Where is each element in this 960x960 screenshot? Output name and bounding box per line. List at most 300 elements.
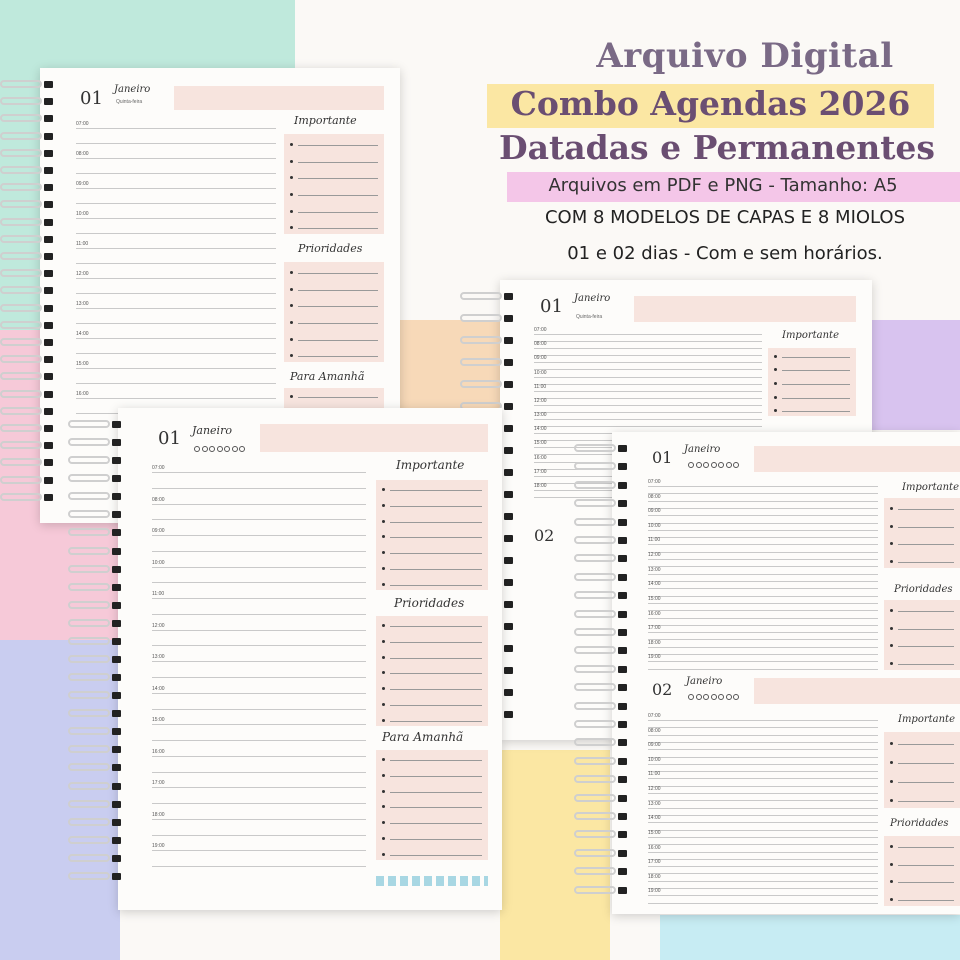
- page-c-importante-box: [376, 480, 488, 590]
- page-d-timeline-writing-line: [648, 523, 878, 524]
- page-b-timeline-hour-label: 17:00: [534, 468, 547, 475]
- page-c-spiral-ring: [68, 601, 110, 609]
- page-c-prioridades-box-bullet: [382, 719, 385, 722]
- page-c-spiral-hole: [112, 855, 121, 862]
- page-a-timeline-hour-label: 08:00: [76, 151, 89, 157]
- page-b-day: 01: [540, 296, 563, 317]
- page-c-timeline-writing-line: [152, 567, 366, 568]
- page-a-spiral-hole: [44, 115, 53, 122]
- page-d-timeline2-writing-line: [648, 793, 878, 794]
- page-a-timeline-writing-line: [76, 128, 276, 129]
- page-c-importante-box-line: [390, 522, 482, 523]
- page-a-timeline-writing-line: [76, 323, 276, 324]
- page-a-spiral-hole: [44, 408, 53, 415]
- page-b-importante-box-line: [782, 384, 850, 385]
- page-c-spiral-hole: [112, 819, 121, 826]
- headline-line4: Arquivos em PDF e PNG - Tamanho: A5: [548, 175, 898, 196]
- page-d-spiral-ring: [574, 738, 616, 746]
- page-a-timeline-writing-line: [76, 263, 276, 264]
- page-b-spiral-hole: [504, 711, 513, 718]
- page-a-prioridades-box: [284, 262, 384, 362]
- page-d-timeline-hour-label: 12:00: [648, 552, 661, 559]
- page-c-spiral-ring: [68, 709, 110, 717]
- page-c-spiral-hole: [112, 656, 121, 663]
- page-d-timeline-hour-label: 09:00: [648, 508, 661, 515]
- headline-line5: COM 8 MODELOS DE CAPAS E 8 MIOLOS: [544, 207, 906, 228]
- bg-sky: [660, 915, 960, 960]
- page-d-spiral-hole: [618, 500, 627, 507]
- page-a-spiral-ring: [0, 183, 42, 191]
- page-d-importante-box-bullet: [890, 560, 893, 563]
- page-d-timeline-writing-line: [648, 486, 878, 487]
- page-c-importante-box-line: [390, 585, 482, 586]
- page-d-spiral-hole: [618, 795, 627, 802]
- page-d-spiral-ring: [574, 849, 616, 857]
- page-d-prioridades-title: Prioridades: [894, 584, 953, 595]
- page-b-timeline-hour-label: 14:00: [534, 426, 547, 433]
- page-c-spiral-hole: [112, 566, 121, 573]
- page-d-timeline2-writing-line: [648, 800, 878, 801]
- page-a-timeline-writing-line: [76, 158, 276, 159]
- page-d-timeline2-hour-label: 11:00: [648, 771, 661, 778]
- page-d-prioridades2-box-line: [898, 882, 954, 883]
- page-c-spiral-hole: [112, 783, 121, 790]
- page-c-timeline-hour-label: 15:00: [152, 717, 165, 724]
- page-c-amanha-box-line: [390, 823, 482, 824]
- page-d-importante-box-line: [898, 509, 954, 510]
- page-a-prioridades-box-line: [298, 290, 378, 291]
- page-c-prioridades-box-line: [390, 658, 482, 659]
- page-c-timeline-writing-line: [152, 724, 366, 725]
- page-a-weekday: Quinta-feira: [116, 99, 143, 105]
- page-d-timeline-writing-line: [648, 552, 878, 553]
- page-c-amanha-box-bullet: [382, 853, 385, 856]
- page-c-spiral-hole: [112, 493, 121, 500]
- page-d-spiral-hole: [618, 592, 627, 599]
- page-c-spiral-ring: [68, 420, 110, 428]
- page-c-spiral-hole: [112, 439, 121, 446]
- page-c-timeline-writing-line: [152, 693, 366, 694]
- page-b-timeline-writing-line: [534, 384, 762, 385]
- page-d-timeline-writing-line: [648, 559, 878, 560]
- page-a-spiral-ring: [0, 286, 42, 294]
- page-c-spiral-hole: [112, 764, 121, 771]
- page-a-spiral-hole: [44, 339, 53, 346]
- page-b-spiral-hole: [504, 337, 513, 344]
- page-a-spiral-hole: [44, 356, 53, 363]
- page-c-timeline-writing-line: [152, 677, 366, 678]
- page-a-timeline-writing-line: [76, 383, 276, 384]
- page-c-amanha-box-bullet: [382, 837, 385, 840]
- page-d-timeline2-writing-line: [648, 844, 878, 845]
- page-d-importante-box: [884, 498, 960, 568]
- page-d-timeline2-hour-label: 12:00: [648, 786, 661, 793]
- page-a-timeline-writing-line: [76, 308, 276, 309]
- page-b-importante-box-line: [782, 370, 850, 371]
- page-d-spiral-ring: [574, 702, 616, 710]
- page-c-timeline-hour-label: 09:00: [152, 528, 165, 535]
- bg-lavender: [870, 320, 960, 430]
- page-d-importante-box-line: [898, 527, 954, 528]
- page-b-timeline-writing-line: [534, 426, 762, 427]
- page-a-spiral-ring: [0, 235, 42, 243]
- page-d-timeline2-writing-line: [648, 742, 878, 743]
- page-d-importante-box-bullet: [890, 525, 893, 528]
- page-a-spiral-ring: [0, 407, 42, 415]
- page-c-amanha-box-bullet: [382, 790, 385, 793]
- page-d-importante2-box-bullet: [890, 780, 893, 783]
- page-b-month: Janeiro: [574, 293, 611, 304]
- page-d-timeline2-writing-line: [648, 720, 878, 721]
- page-c-timeline-writing-line: [152, 819, 366, 820]
- page-b-importante-box: [768, 348, 856, 416]
- headline-line2: Combo Agendas 2026: [510, 84, 911, 123]
- page-c-prioridades-box-line: [390, 705, 482, 706]
- page-a-spiral-hole: [44, 81, 53, 88]
- page-b-importante-box-line: [782, 411, 850, 412]
- page-d-timeline2-writing-line: [648, 808, 878, 809]
- page-a-timeline-writing-line: [76, 143, 276, 144]
- page-d-timeline-writing-line: [648, 544, 878, 545]
- page-a-amanha-box-line: [298, 397, 378, 398]
- page-d-header-band2: [754, 678, 960, 704]
- page-d-timeline-hour-label: 11:00: [648, 537, 661, 544]
- page-a-timeline-hour-label: 12:00: [76, 271, 89, 277]
- page-c-amanha-box-bullet: [382, 758, 385, 761]
- page-c-prioridades-box-bullet: [382, 687, 385, 690]
- page-c-spiral-hole: [112, 837, 121, 844]
- page-d-prioridades-box-line: [898, 629, 954, 630]
- page-d-spiral-hole: [618, 482, 627, 489]
- page-c-spiral-ring: [68, 691, 110, 699]
- page-d-timeline-writing-line: [648, 654, 878, 655]
- page-c-timeline-writing-line: [152, 850, 366, 851]
- page-c-day: 01: [158, 428, 181, 449]
- page-d-spiral-hole: [618, 666, 627, 673]
- headline-line6: 01 e 02 dias - Com e sem horários.: [567, 243, 883, 264]
- page-c-importante-box-bullet: [382, 504, 385, 507]
- page-a-spiral-ring: [0, 200, 42, 208]
- page-c-spiral-ring: [68, 474, 110, 482]
- page-c-spiral-hole: [112, 728, 121, 735]
- page-d-importante2-box-line: [898, 782, 954, 783]
- page-b-importante-box-line: [782, 398, 850, 399]
- page-a-timeline-writing-line: [76, 368, 276, 369]
- page-a-prioridades-box-line: [298, 323, 378, 324]
- page-a-timeline-writing-line: [76, 278, 276, 279]
- page-d-timeline2-hour-label: 08:00: [648, 727, 661, 734]
- page-a-spiral-ring: [0, 458, 42, 466]
- page-d-prioridades2-box-line: [898, 847, 954, 848]
- page-b-spiral-ring: [460, 336, 502, 344]
- page-d-spiral-ring: [574, 536, 616, 544]
- page-c-spiral-ring: [68, 727, 110, 735]
- page-d-spiral-ring: [574, 775, 616, 783]
- page-b-timeline-hour-label: 11:00: [534, 383, 547, 390]
- page-c-timeline-writing-line: [152, 582, 366, 583]
- page-b-importante-box-line: [782, 357, 850, 358]
- page-d-importante2-box-line: [898, 763, 954, 764]
- page-a-spiral-hole: [44, 167, 53, 174]
- page-d-spiral-hole: [618, 831, 627, 838]
- page-a-timeline-writing-line: [76, 173, 276, 174]
- page-a-spiral-hole: [44, 253, 53, 260]
- page-c-amanha-box-line: [390, 807, 482, 808]
- page-d-spiral-ring: [574, 665, 616, 673]
- page-a-spiral-ring: [0, 269, 42, 277]
- page-a-importante-box-bullet: [290, 176, 293, 179]
- page-b-spiral-hole: [504, 623, 513, 630]
- page-a-timeline-writing-line: [76, 188, 276, 189]
- page-d-spiral-hole: [618, 463, 627, 470]
- page-d-spiral-hole: [618, 611, 627, 618]
- page-c-prioridades-box-line: [390, 689, 482, 690]
- page-c-importante-box-bullet: [382, 488, 385, 491]
- page-c-timeline-writing-line: [152, 551, 366, 552]
- page-a-spiral-ring: [0, 218, 42, 226]
- page-c-spiral-ring: [68, 637, 110, 645]
- page-d-timeline-writing-line: [648, 647, 878, 648]
- page-b-timeline-writing-line: [534, 334, 762, 335]
- page-c-spiral-hole: [112, 548, 121, 555]
- page-a-spiral-ring: [0, 304, 42, 312]
- page-d-timeline-hour-label: 13:00: [648, 566, 661, 573]
- page-c-importante-box-line: [390, 506, 482, 507]
- page-b-spiral-hole: [504, 579, 513, 586]
- page-a-timeline-hour-label: 13:00: [76, 301, 89, 307]
- page-c-timeline-hour-label: 08:00: [152, 496, 165, 503]
- page-b-timeline-writing-line: [534, 348, 762, 349]
- planner-page-c: [118, 408, 502, 910]
- page-a-spiral-hole: [44, 391, 53, 398]
- page-c-timeline-hour-label: 13:00: [152, 654, 165, 661]
- planner-page-d: [612, 432, 960, 914]
- page-c-timeline-writing-line: [152, 709, 366, 710]
- page-d-spiral-hole: [618, 776, 627, 783]
- page-d-importante-title: Importante: [902, 482, 959, 493]
- page-d-spiral-hole: [618, 850, 627, 857]
- page-b-timeline-writing-line: [534, 369, 762, 370]
- page-c-importante-box-bullet: [382, 567, 385, 570]
- page-d-timeline2-writing-line: [648, 749, 878, 750]
- page-a-spiral-ring: [0, 372, 42, 380]
- page-a-timeline-hour-label: 16:00: [76, 391, 89, 397]
- page-b-spiral-hole: [504, 601, 513, 608]
- page-c-prioridades-box-bullet: [382, 640, 385, 643]
- page-a-timeline-hour-label: 15:00: [76, 361, 89, 367]
- page-d-timeline-writing-line: [648, 530, 878, 531]
- page-b-timeline-writing-line: [534, 391, 762, 392]
- page-d-importante2-title: Importante: [898, 714, 955, 725]
- page-d-prioridades-box-line: [898, 611, 954, 612]
- page-c-spiral-hole: [112, 746, 121, 753]
- page-d-spiral-hole: [618, 629, 627, 636]
- page-a-prioridades-box-line: [298, 273, 378, 274]
- page-d-importante-box-line: [898, 562, 954, 563]
- page-c-timeline-writing-line: [152, 661, 366, 662]
- page-a-timeline-writing-line: [76, 233, 276, 234]
- page-c-amanha-box-bullet: [382, 805, 385, 808]
- page-b-timeline-hour-label: 10:00: [534, 369, 547, 376]
- page-d-timeline2-hour-label: 07:00: [648, 713, 661, 719]
- page-c-spiral-hole: [112, 529, 121, 536]
- page-a-timeline-writing-line: [76, 293, 276, 294]
- page-d-timeline2-hour-label: 19:00: [648, 888, 661, 895]
- page-d-timeline2-writing-line: [648, 786, 878, 787]
- page-d-timeline2-writing-line: [648, 895, 878, 896]
- page-a-importante-box-bullet: [290, 226, 293, 229]
- page-b-timeline-hour-label: 08:00: [534, 341, 547, 348]
- page-d-spiral-hole: [618, 555, 627, 562]
- page-d-timeline2-hour-label: 14:00: [648, 815, 661, 822]
- page-b-spiral-hole: [504, 425, 513, 432]
- page-a-spiral-ring: [0, 97, 42, 105]
- page-d-timeline-writing-line: [648, 669, 878, 670]
- page-c-timeline-writing-line: [152, 645, 366, 646]
- page-a-spiral-ring: [0, 441, 42, 449]
- page-a-spiral-hole: [44, 236, 53, 243]
- page-c-spiral-hole: [112, 584, 121, 591]
- page-b-spiral-hole: [504, 359, 513, 366]
- page-b-timeline-writing-line: [534, 405, 762, 406]
- page-a-spiral-ring: [0, 132, 42, 140]
- page-c-timeline-hour-label: 19:00: [152, 843, 165, 850]
- page-d-timeline2-writing-line: [648, 873, 878, 874]
- page-a-importante-box-bullet: [290, 193, 293, 196]
- page-a-spiral-ring: [0, 114, 42, 122]
- page-d-timeline2-hour-label: 18:00: [648, 873, 661, 880]
- page-c-timeline-writing-line: [152, 803, 366, 804]
- page-b-importante-box-bullet: [774, 409, 777, 412]
- page-d-weekday-dots2: [688, 694, 739, 700]
- page-c-spiral-hole: [112, 602, 121, 609]
- page-c-timeline-hour-label: 17:00: [152, 780, 165, 787]
- page-a-spiral-hole: [44, 201, 53, 208]
- page-a-prioridades-box-bullet: [290, 288, 293, 291]
- page-c-spiral-hole: [112, 511, 121, 518]
- page-c-timeline-writing-line: [152, 866, 366, 867]
- page-c-spiral-hole: [112, 638, 121, 645]
- page-d-timeline-writing-line: [648, 501, 878, 502]
- page-d-prioridades2-box-bullet: [890, 898, 893, 901]
- page-c-timeline-writing-line: [152, 630, 366, 631]
- page-d-timeline2: [648, 714, 878, 904]
- page-c-spiral-ring: [68, 547, 110, 555]
- page-d-spiral-ring: [574, 444, 616, 452]
- page-c-spiral-hole: [112, 620, 121, 627]
- page-b-spiral-hole: [504, 403, 513, 410]
- page-b-spiral-hole: [504, 381, 513, 388]
- page-c-importante-box-bullet: [382, 551, 385, 554]
- page-c-spiral-hole: [112, 801, 121, 808]
- page-b-spiral-hole: [504, 293, 513, 300]
- page-c-importante-box-line: [390, 553, 482, 554]
- page-d-spiral-ring: [574, 812, 616, 820]
- page-c-prioridades-box-bullet: [382, 671, 385, 674]
- page-b-timeline-hour-label: 07:00: [534, 327, 547, 333]
- page-d-spiral-ring: [574, 518, 616, 526]
- page-d-prioridades2-title: Prioridades: [890, 818, 949, 829]
- page-a-header-band: [174, 86, 384, 110]
- page-d-spiral-ring: [574, 573, 616, 581]
- page-d-timeline-hour-label: 14:00: [648, 581, 661, 588]
- page-d-timeline2-writing-line: [648, 859, 878, 860]
- page-c-timeline-hour-label: 11:00: [152, 591, 165, 598]
- page-d-spiral-hole: [618, 647, 627, 654]
- page-d-timeline-writing-line: [648, 588, 878, 589]
- page-b-spiral-hole: [504, 645, 513, 652]
- page-c-timeline-hour-label: 18:00: [152, 811, 165, 818]
- page-c-importante-box-line: [390, 490, 482, 491]
- page-a-prioridades-box-bullet: [290, 321, 293, 324]
- page-d-timeline2-writing-line: [648, 881, 878, 882]
- page-b-timeline-writing-line: [534, 362, 762, 363]
- page-a-prioridades-box-line: [298, 306, 378, 307]
- page-d-timeline-writing-line: [648, 493, 878, 494]
- page-c-spiral-ring: [68, 528, 110, 536]
- page-d-importante2-box-line: [898, 744, 954, 745]
- page-d-spiral-hole: [618, 684, 627, 691]
- page-d-timeline-writing-line: [648, 632, 878, 633]
- page-d-prioridades2-box-line: [898, 865, 954, 866]
- page-d-timeline2-hour-label: 10:00: [648, 756, 661, 763]
- page-d-timeline2-hour-label: 15:00: [648, 829, 661, 836]
- page-d-timeline-writing-line: [648, 661, 878, 662]
- page-c-timeline-writing-line: [152, 472, 366, 473]
- page-c-spiral-ring: [68, 583, 110, 591]
- page-c-importante-box-bullet: [382, 535, 385, 538]
- page-b-timeline-writing-line: [534, 355, 762, 356]
- headline-line3: Datadas e Permanentes: [498, 128, 936, 167]
- page-a-timeline-writing-line: [76, 398, 276, 399]
- page-d-spiral-ring: [574, 554, 616, 562]
- page-d-prioridades2-box-bullet: [890, 845, 893, 848]
- page-a-importante-box-line: [298, 212, 378, 213]
- page-d-importante-box-line: [898, 544, 954, 545]
- page-a-importante-box-line: [298, 162, 378, 163]
- page-b-header-band: [634, 296, 856, 322]
- page-c-importante-box-bullet: [382, 583, 385, 586]
- page-c-prioridades-box-bullet: [382, 703, 385, 706]
- page-c-amanha-box-line: [390, 776, 482, 777]
- page-a-importante-box-bullet: [290, 143, 293, 146]
- page-c-pattern-strip: [376, 876, 488, 886]
- page-c-spiral-ring: [68, 745, 110, 753]
- page-d-timeline2-hour-label: 17:00: [648, 859, 661, 866]
- page-a-spiral-hole: [44, 184, 53, 191]
- page-a-timeline-hour-label: 07:00: [76, 121, 89, 127]
- page-b-timeline-writing-line: [534, 398, 762, 399]
- page-d-timeline2-writing-line: [648, 778, 878, 779]
- page-d-timeline-hour-label: 19:00: [648, 654, 661, 661]
- page-a-spiral-ring: [0, 149, 42, 157]
- page-a-spiral-hole: [44, 442, 53, 449]
- page-d-spiral-ring: [574, 757, 616, 765]
- page-d-spiral-hole: [618, 519, 627, 526]
- page-d-timeline-writing-line: [648, 603, 878, 604]
- page-a-prioridades-box-bullet: [290, 271, 293, 274]
- page-b-timeline-writing-line: [534, 412, 762, 413]
- page-a-spiral-ring: [0, 338, 42, 346]
- page-b-spiral-hole: [504, 491, 513, 498]
- page-c-prioridades-box-line: [390, 673, 482, 674]
- page-b-weekday: Quinta-feira: [576, 314, 603, 320]
- page-c-amanha-box-line: [390, 839, 482, 840]
- page-d-timeline-hour-label: 16:00: [648, 610, 661, 617]
- page-d-month2: Janeiro: [686, 676, 723, 687]
- page-d-spiral-ring: [574, 628, 616, 636]
- page-b-importante-box-bullet: [774, 355, 777, 358]
